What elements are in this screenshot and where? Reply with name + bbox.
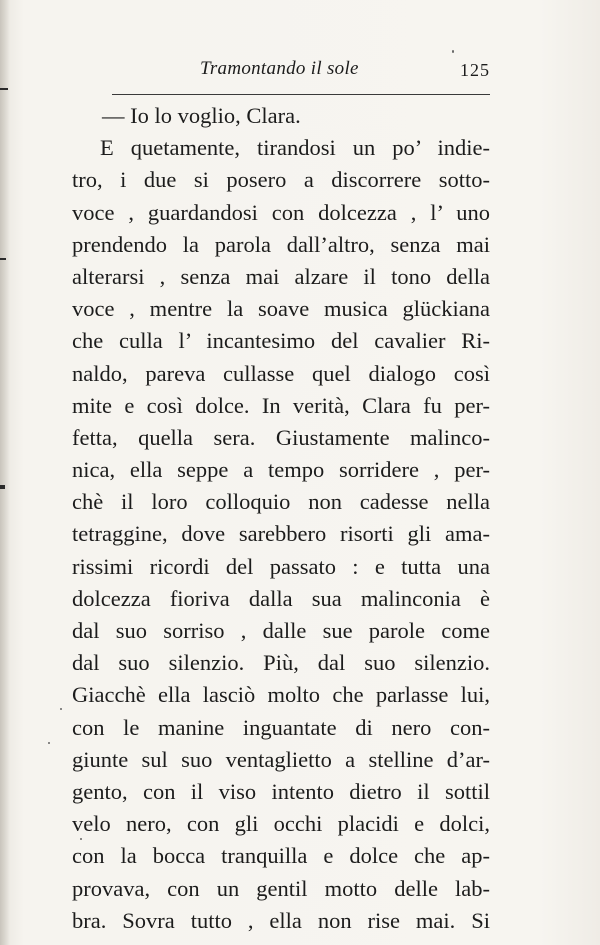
- text-line: voce , mentre la soave musica glückiana: [72, 296, 490, 322]
- text-line: mite e così dolce. In verità, Clara fu per-: [72, 392, 490, 418]
- edge-mark: [0, 88, 8, 90]
- text-line: E quetamente, tirandosi un po’ indie-: [100, 135, 490, 161]
- text-line: gento, con il viso intento dietro il sottil: [72, 778, 490, 804]
- edge-mark: [0, 258, 6, 260]
- text-line: velo nero, con gli occhi placidi e dolci,: [72, 811, 490, 837]
- print-speck: [452, 50, 454, 53]
- page-number: 125: [460, 60, 490, 80]
- running-head: [60, 56, 490, 86]
- page-edge-shadow: [0, 0, 10, 945]
- header-rule: [112, 94, 490, 95]
- text-line: fetta, quella sera. Giustamente malinco-: [72, 424, 490, 450]
- text-line: con la bocca tranquilla e dolce che ap-: [72, 843, 490, 869]
- print-speck: [48, 742, 50, 744]
- text-line: alterarsi , senza mai alzare il tono della: [72, 263, 490, 289]
- text-line: chè il loro colloquio non cadesse nella: [72, 489, 490, 515]
- text-line: giunte sul suo ventaglietto a stelline d’ar-: [72, 746, 490, 772]
- text-line: rissimi ricordi del passato : e tutta una: [72, 553, 490, 579]
- body-text: [72, 100, 490, 937]
- print-speck: [60, 708, 62, 710]
- text-line: tetraggine, dove sarebbero risorti gli ama-: [72, 521, 490, 547]
- text-line: dal suo silenzio. Più, dal suo silenzio.: [72, 650, 490, 676]
- text-line: dal suo sorriso , dalle sue parole come: [72, 618, 490, 643]
- text-line: bra. Sovra tutto , ella non rise mai. Si: [72, 907, 490, 933]
- text-line: dolcezza fioriva dalla sua malinconia è: [72, 585, 490, 611]
- text-line: naldo, pareva cullasse quel dialogo così: [72, 360, 490, 386]
- text-line: prendendo la parola dall’altro, senza mai: [72, 231, 490, 257]
- running-title: Tramontando il sole: [200, 58, 359, 79]
- text-line: che culla l’ incantesimo del cavalier Ri-: [72, 328, 490, 354]
- text-line: Giacchè ella lasciò molto che parlasse lui,: [72, 682, 490, 708]
- text-line: con le manine inguantate di nero con-: [72, 714, 490, 740]
- print-speck: [80, 838, 82, 840]
- text-line: provava, con un gentil motto delle lab-: [72, 875, 490, 901]
- text-line: nica, ella seppe a tempo sorridere , per-: [72, 457, 490, 483]
- text-line: tro, i due si posero a discorrere sotto-: [72, 167, 490, 193]
- text-line: voce , guardandosi con dolcezza , l’ uno: [72, 199, 490, 225]
- edge-mark: [0, 485, 5, 489]
- text-line: — Io lo voglio, Clara.: [102, 103, 301, 128]
